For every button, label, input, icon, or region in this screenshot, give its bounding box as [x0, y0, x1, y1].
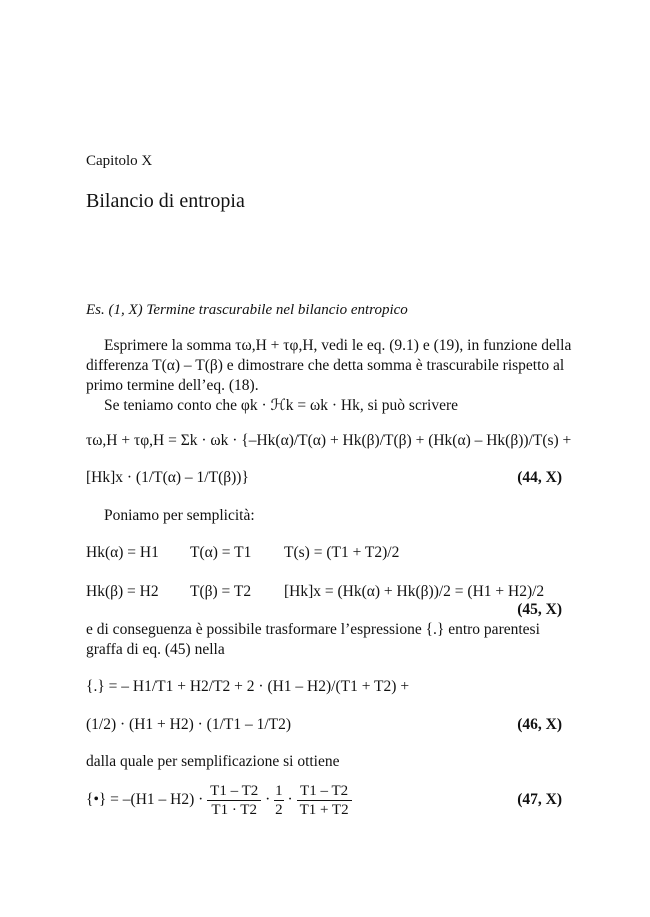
eq47-f3-numerator: T1 – T2: [297, 782, 352, 801]
eq47-f2-numerator: 1: [275, 783, 283, 799]
chapter-title: Bilancio di entropia: [86, 190, 245, 212]
eq47-dot-1: ·: [265, 791, 271, 809]
eq46-line1: {.} = – H1/T1 + H2/T2 + 2 · (H1 – H2)/(T1 + T2) +: [86, 678, 410, 695]
def-r1c1: Hk(α) = H1: [86, 544, 159, 561]
eq46-number: (46, X): [517, 716, 562, 733]
def-r2c2: T(β) = T2: [190, 583, 252, 600]
def-r2c1: Hk(β) = H2: [86, 583, 159, 600]
eq47-lhs: {•} = –(H1 – H2) ·: [86, 791, 204, 809]
para2: Poniamo per semplicità:: [104, 507, 255, 524]
eq47: [86, 782, 352, 819]
def-r2c3: [Hk]x = (Hk(α) + Hk(β))/2 = (H1 + H2)/2: [284, 583, 545, 600]
eq47-fraction-3: [297, 782, 352, 819]
para3-line2: graffa di eq. (45) nella: [86, 641, 225, 658]
para3-line1: e di conseguenza è possibile trasformare l’espressione {.} entro parentesi: [86, 621, 540, 638]
eq47-number: (47, X): [517, 791, 562, 808]
eq47-f3-denominator: T1 + T2: [299, 802, 349, 818]
eq44-number: (44, X): [517, 469, 562, 486]
eq47-f1-numerator: T1 – T2: [207, 782, 261, 801]
para4: dalla quale per semplificazione si ottiene: [86, 753, 340, 770]
para1-line1: Esprimere la somma τω,H + τφ,H, vedi le eq. (9.1) e (19), in funzione della: [104, 337, 572, 354]
para1-line4: Se teniamo conto che φk · ℋk = ωk · Hk, si può scrivere: [104, 397, 458, 414]
eq45-number: (45, X): [517, 601, 562, 618]
eq44-line2: [Hk]x · (1/T(α) – 1/T(β))}: [86, 469, 249, 486]
eq46-line2: (1/2) · (H1 + H2) · (1/T1 – 1/T2): [86, 716, 292, 733]
para1-line2: differenza T(α) – T(β) e dimostrare che detta somma è trascurabile rispetto al: [86, 357, 565, 374]
def-r1c2: T(α) = T1: [190, 544, 252, 561]
para1-line3: primo termine dell’eq. (18).: [86, 377, 259, 394]
eq47-dot-2: ·: [287, 791, 293, 809]
eq47-fraction-1: [207, 782, 261, 819]
def-r1c3: T(s) = (T1 + T2)/2: [284, 544, 400, 561]
section-heading: Es. (1, X) Termine trascurabile nel bilancio entropico: [86, 302, 408, 318]
chapter-label: Capitolo X: [86, 153, 153, 169]
eq47-f2-denominator: 2: [275, 802, 283, 818]
eq47-fraction-2: [274, 782, 284, 819]
eq44-line1: τω,H + τφ,H = Σk · ωk · {–Hk(α)/T(α) + Hk(β)/T(β) + (Hk(α) – Hk(β))/T(s) +: [86, 432, 572, 449]
eq47-f1-denominator: T1 · T2: [211, 802, 257, 818]
